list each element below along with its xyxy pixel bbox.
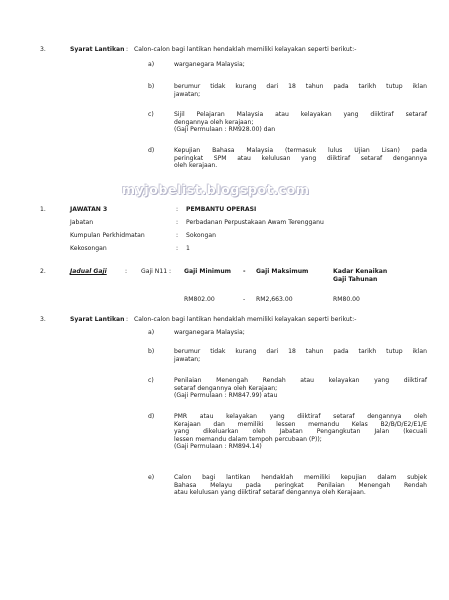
item-line: Bahasa Melayu pada peringkat Penilaian Menengah Rendah <box>174 481 427 489</box>
job-row-value: 1 <box>186 245 190 252</box>
item-letter: e) <box>148 474 155 481</box>
job-row-label: Kekosongan <box>70 245 107 252</box>
job-row-value: Sokongan <box>186 232 216 239</box>
salary-min-value: RM802.00 <box>184 296 215 303</box>
salary-number: 2. <box>40 268 46 275</box>
section-b-intro: Calon-calon bagi lantikan hendaklah memiliki kelayakan seperti berikut:- <box>134 316 357 323</box>
item-line: (Gaji Permulaan : RM847.99) atau <box>174 392 278 400</box>
item-letter: d) <box>148 413 155 420</box>
item-line: Kerajaan dan memiliki lessen memandu Kelas B2/B/D/E2/E1/E <box>174 420 427 428</box>
section-a-colon: : <box>126 46 129 53</box>
job-title-label: JAWATAN 3 <box>70 206 108 213</box>
item-letter: a) <box>148 329 155 336</box>
salary-min-header: Gaji Minimum <box>184 268 232 275</box>
item-letter: d) <box>148 147 155 154</box>
job-row-label: Kumpulan Perkhidmatan <box>70 232 145 239</box>
item-letter: a) <box>148 61 155 68</box>
salary-colon: : <box>125 268 128 275</box>
item-line: oleh kerajaan. <box>174 162 218 170</box>
item-line: Calon bagi lantikan hendaklah memiliki kepujian dalam subjek <box>174 474 427 481</box>
item-line: jawatan; <box>174 90 201 98</box>
job-row-label: Jabatan <box>70 219 94 226</box>
item-line: dengannya oleh kerajaan; <box>174 118 254 126</box>
section-b-colon: : <box>126 316 129 323</box>
item-line: yang dikeluarkan oleh Jabatan Pengangkutan Jalan (kecuali <box>174 428 427 436</box>
item-line: Penilaian Menengah Rendah atau kelayakan yang diiktiraf <box>174 377 427 384</box>
item-line: warganegara Malaysia; <box>174 329 245 336</box>
salary-value-dash: - <box>243 296 246 303</box>
salary-grade: Gaji N11 : <box>141 268 172 275</box>
salary-header-dash: - <box>243 268 246 275</box>
item-line: warganegara Malaysia; <box>174 61 245 68</box>
item-line: (Gaji Permulaan : RM894.14) <box>174 443 262 451</box>
watermark-text: myjobelist.blogspot.com <box>122 182 310 197</box>
item-letter: b) <box>148 348 155 355</box>
salary-label: Jadual Gaji <box>70 268 107 275</box>
salary-increment-value: RM80.00 <box>333 296 360 303</box>
job-row-value: Perbadanan Perpustakaan Awam Terengganu <box>186 219 324 226</box>
salary-increment-header: Gaji Tahunan <box>333 276 378 283</box>
item-line: jawatan; <box>174 355 201 363</box>
section-a-intro: Calon-calon bagi lantikan hendaklah memiliki kelayakan seperti berikut:- <box>134 46 357 53</box>
job-row-colon: : <box>176 232 179 239</box>
job-title-value: PEMBANTU OPERASI <box>186 206 257 213</box>
item-line: PMR atau kelayakan yang diiktiraf setaraf dengannya oleh <box>174 413 427 420</box>
section-a-heading: Syarat Lantikan <box>70 46 125 53</box>
salary-max-header: Gaji Maksimum <box>256 268 309 275</box>
job-title-colon: : <box>176 206 179 213</box>
item-line: Kepujian Bahasa Malaysia (termasuk lulus Ujian Lisan) pada <box>174 147 427 154</box>
section-a-number: 3. <box>40 46 46 53</box>
job-row-colon: : <box>176 219 179 226</box>
item-line: atau kelulusan yang diiktiraf setaraf dengannya oleh Kerajaan. <box>174 489 366 497</box>
item-letter: c) <box>148 377 154 384</box>
item-line: peringkat SPM atau kelulusan yang diiktiraf setaraf dengannya <box>174 154 427 162</box>
item-line: lessen memandu dalam tempoh percubaan (P)); <box>174 435 322 443</box>
item-line: Sijil Pelajaran Malaysia atau kelayakan yang diiktiraf setaraf <box>174 111 427 118</box>
salary-max-value: RM2,663.00 <box>256 296 293 303</box>
job-row-colon: : <box>176 245 179 252</box>
item-line: (Gaji Permulaan : RM928.00) dan <box>174 126 276 134</box>
salary-increment-header: Kadar Kenaikan <box>333 268 388 275</box>
section-b-heading: Syarat Lantikan <box>70 316 125 323</box>
item-letter: b) <box>148 83 155 90</box>
item-line: berumur tidak kurang dari 18 tahun pada tarikh tutup iklan <box>174 83 427 90</box>
section-b-number: 3. <box>40 316 46 323</box>
job-number: 1. <box>40 206 46 213</box>
item-letter: c) <box>148 111 154 118</box>
item-line: setaraf dengannya oleh Kerajaan; <box>174 384 278 392</box>
item-line: berumur tidak kurang dari 18 tahun pada tarikh tutup iklan <box>174 348 427 355</box>
